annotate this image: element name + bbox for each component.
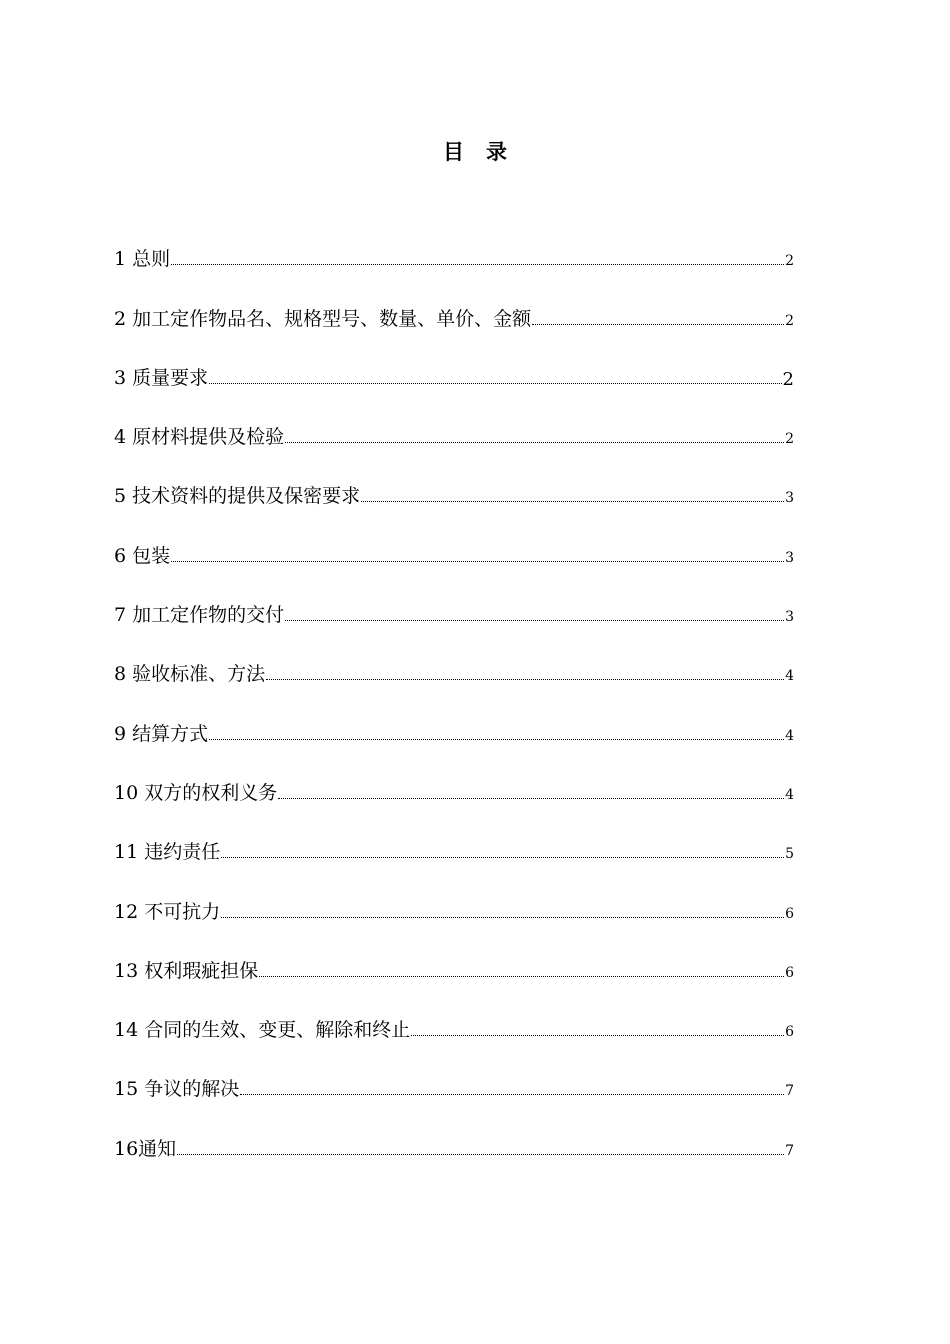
toc-entry-label: 13 权利瑕疵担保 [114, 959, 259, 982]
dot-leader [266, 678, 784, 680]
toc-entry-2[interactable] [114, 300, 794, 359]
dot-leader [209, 738, 784, 740]
dot-leader [285, 619, 784, 621]
dot-leader [171, 263, 784, 265]
toc-entry-3[interactable] [114, 360, 794, 419]
title-char-2: 录 [486, 139, 507, 164]
toc-entry-label: 3 质量要求 [114, 366, 209, 389]
toc-entry-8[interactable] [114, 656, 794, 715]
dot-leader [171, 560, 784, 562]
dot-leader [177, 1153, 784, 1155]
toc-entry-16[interactable] [114, 1130, 794, 1189]
dot-leader [411, 1034, 784, 1036]
toc-entry-label: 8 验收标准、方法 [114, 663, 266, 686]
dot-leader [532, 323, 784, 325]
toc-entry-label: 16通知 [114, 1137, 177, 1160]
toc-entry-label: 12 不可抗力 [114, 900, 221, 923]
toc-entry-6[interactable] [114, 537, 794, 596]
toc-entry-page: 6 [785, 1024, 794, 1041]
toc-entry-page: 4 [785, 786, 794, 803]
toc-entry-11[interactable] [114, 834, 794, 893]
toc-entry-page: 7 [785, 1083, 794, 1100]
toc-entry-page: 4 [785, 727, 794, 744]
dot-leader [240, 1093, 784, 1095]
toc-entry-label: 5 技术资料的提供及保密要求 [114, 485, 361, 508]
toc-entry-14[interactable] [114, 1012, 794, 1071]
dot-leader [278, 797, 784, 799]
dot-leader [221, 856, 784, 858]
toc-entry-label: 2 加工定作物品名、规格型号、数量、单价、金额 [114, 307, 532, 330]
title-char-1: 目 [443, 139, 464, 164]
toc-entry-13[interactable] [114, 953, 794, 1012]
toc-entry-label: 11 违约责任 [114, 841, 221, 864]
toc-entry-label: 9 结算方式 [114, 722, 209, 745]
toc-entry-label: 10 双方的权利义务 [114, 781, 278, 804]
toc-entry-label: 4 原材料提供及检验 [114, 426, 285, 449]
toc-list [114, 241, 794, 1190]
toc-entry-5[interactable] [114, 478, 794, 537]
toc-entry-page: 4 [785, 668, 794, 685]
toc-entry-page: 2 [785, 253, 794, 270]
toc-entry-4[interactable] [114, 419, 794, 478]
toc-entry-9[interactable] [114, 715, 794, 774]
toc-entry-label: 7 加工定作物的交付 [114, 604, 285, 627]
toc-entry-page: 2 [782, 368, 794, 390]
toc-entry-1[interactable] [114, 241, 794, 300]
dot-leader [259, 975, 784, 977]
dot-leader [209, 382, 781, 384]
toc-entry-page: 3 [785, 549, 794, 566]
dot-leader [221, 916, 784, 918]
dot-leader [285, 441, 784, 443]
dot-leader [361, 500, 784, 502]
toc-entry-7[interactable] [114, 597, 794, 656]
toc-entry-15[interactable] [114, 1071, 794, 1130]
toc-entry-page: 5 [785, 846, 794, 863]
page-title [0, 136, 950, 166]
toc-entry-10[interactable] [114, 775, 794, 834]
toc-entry-12[interactable] [114, 893, 794, 952]
toc-entry-page: 3 [785, 490, 794, 507]
toc-entry-label: 14 合同的生效、变更、解除和终止 [114, 1019, 411, 1042]
toc-entry-page: 3 [785, 609, 794, 626]
toc-entry-page: 7 [785, 1142, 794, 1159]
toc-entry-label: 15 争议的解决 [114, 1078, 240, 1101]
toc-entry-page: 2 [785, 431, 794, 448]
toc-entry-label: 6 包装 [114, 544, 171, 567]
toc-entry-page: 2 [785, 312, 794, 329]
toc-entry-page: 6 [785, 905, 794, 922]
toc-entry-label: 1 总则 [114, 248, 171, 271]
toc-entry-page: 6 [785, 964, 794, 981]
